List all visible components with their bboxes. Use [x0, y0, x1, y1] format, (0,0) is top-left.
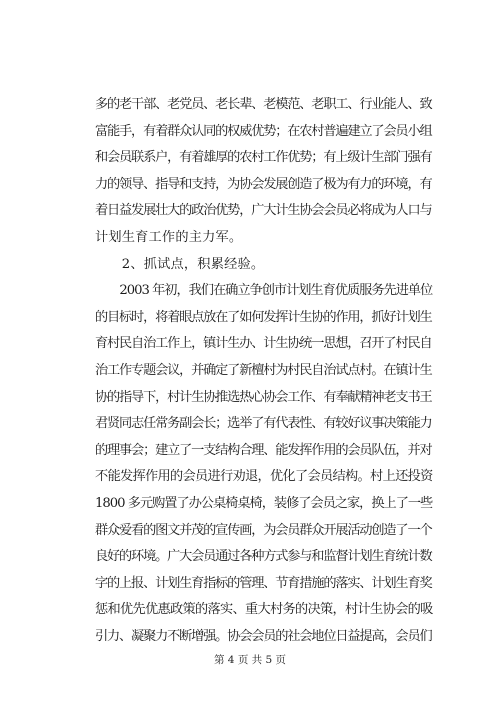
- page-footer: 第 4 页 共 5 页: [213, 654, 287, 666]
- body-line: 协的指导下，村计生协推选热心协会工作、有奉献精神老支书王: [95, 389, 432, 405]
- body-line: 的理事会；建立了一支结构合理、能发挥作用的会员队伍，并对: [95, 442, 432, 458]
- section-heading: 2、抓试点，积累经验。: [95, 256, 265, 272]
- body-line: 育村民自治工作上，镇计生办、计生协统一思想，召开了村民自: [95, 336, 432, 352]
- body-line: 君贤同志任常务副会长；选举了有代表性、有较好议事决策能力: [95, 416, 432, 432]
- body-line: 的目标时，将着眼点放在了如何发挥计生协的作用，抓好计划生: [95, 309, 432, 325]
- body-line: 着日益发展壮大的政治优势，广大计生协会会员必将成为人口与: [95, 203, 432, 219]
- body-line: 字的上报、计划生育指标的管理、节育措施的落实、计划生育奖: [95, 575, 432, 591]
- body-line: 治工作专题会议，并确定了新檀村为村民自治试点村。在镇计生: [95, 362, 432, 378]
- body-line: 力的领导、指导和支持，为协会发展创造了极为有力的环境，有: [95, 176, 432, 192]
- body-line: 不能发挥作用的会员进行劝退，优化了会员结构。村上还投资: [95, 469, 433, 485]
- body-line: 群众爱看的图文并茂的宣传画，为会员群众开展活动创造了一个: [95, 522, 432, 538]
- body-line: 1800 多元购置了办公桌椅桌椅，装修了会员之家，换上了一些: [95, 495, 433, 511]
- body-line: 惩和优先优惠政策的落实、重大村务的决策，村计生协会的吸: [95, 602, 433, 618]
- body-text: [95, 92, 435, 650]
- body-line: 引力、凝聚力不断增强。协会会员的社会地位日益提高，会员们: [95, 628, 432, 644]
- body-line: 富能手，有着群众认同的权威优势；在农村普遍建立了会员小组: [95, 123, 432, 139]
- body-line: 计划生育工作的主力军。: [95, 229, 243, 245]
- body-line: 2003 年初，我们在确立争创市计划生育优质服务先进单位: [95, 283, 433, 299]
- body-line: 良好的环境。广大会员通过各种方式参与和监督计划生育统计数: [95, 549, 432, 565]
- body-line: 和会员联系户，有着雄厚的农村工作优势；有上级计生部门强有: [95, 150, 432, 166]
- body-line: 多的老干部、老党员、老长辈、老模范、老职工、行业能人、致: [95, 97, 432, 112]
